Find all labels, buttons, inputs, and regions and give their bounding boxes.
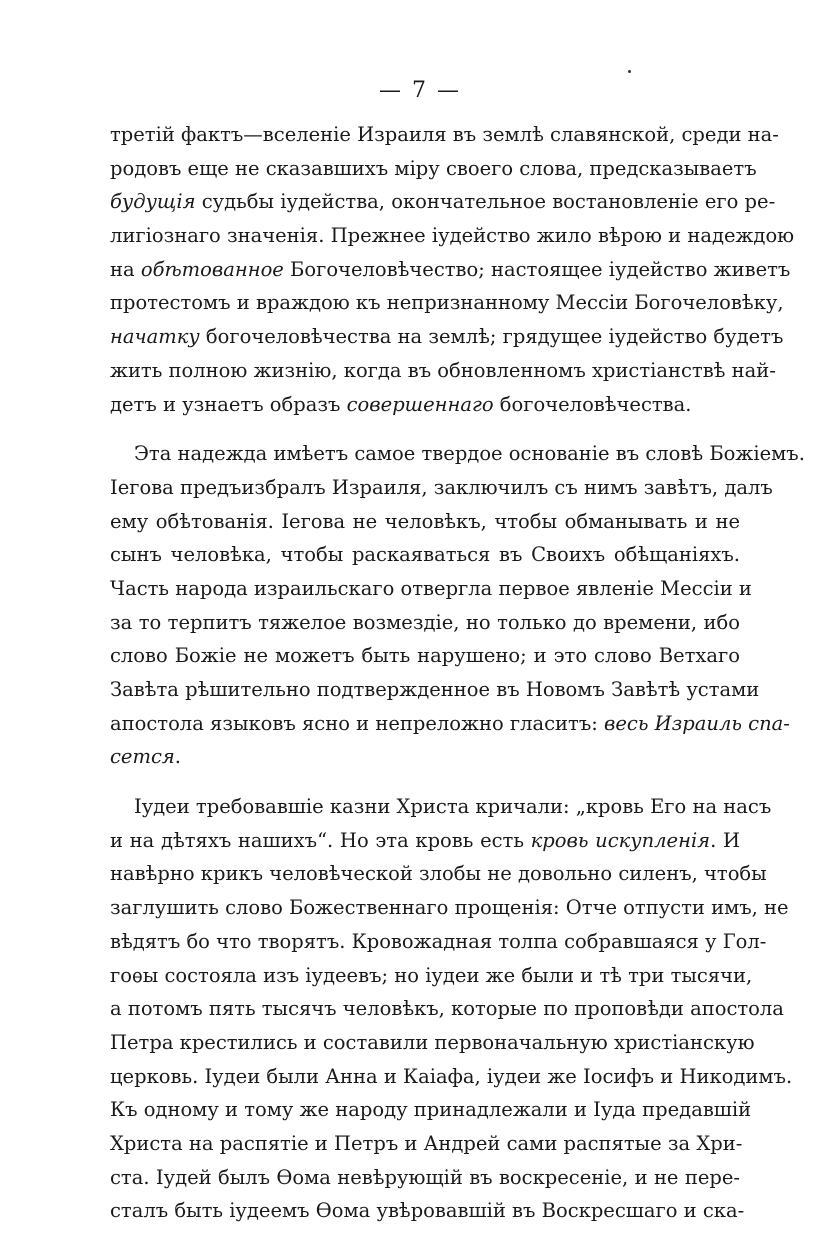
text-span: жить полною жизнію, когда въ обновленномъ христіанствѣ най- bbox=[110, 358, 776, 382]
text-span: Богочеловѣчество; настоящее іудейство живетъ bbox=[283, 257, 791, 281]
text-line bbox=[110, 505, 740, 539]
italic-span: совершеннаго bbox=[346, 392, 494, 416]
text-line bbox=[110, 152, 757, 186]
text-span: ему обѣтованія. Іегова не человѣкъ, чтобы обманывать и не bbox=[110, 509, 740, 533]
paragraph bbox=[110, 437, 805, 774]
italic-span: будущія bbox=[110, 190, 196, 214]
text-line bbox=[110, 538, 740, 572]
text-line bbox=[110, 673, 760, 707]
text-line bbox=[110, 437, 805, 471]
text-line bbox=[110, 857, 767, 891]
text-span: . И bbox=[710, 828, 740, 852]
italic-span: сется bbox=[110, 745, 175, 769]
text-line bbox=[110, 471, 773, 505]
text-span: Часть народа израильскаго отвергла первое явленіе Мессіи и bbox=[110, 576, 752, 600]
text-line bbox=[110, 118, 779, 152]
paragraph bbox=[110, 118, 795, 421]
text-line bbox=[110, 253, 791, 287]
text-line bbox=[110, 1194, 745, 1228]
text-line bbox=[110, 1026, 755, 1060]
text-line bbox=[110, 320, 784, 354]
text-span: навѣрно крикъ человѣческой злобы не довольно силенъ, чтобы bbox=[110, 862, 767, 886]
italic-span: кровь искупленія bbox=[530, 828, 711, 852]
text-span: слово Божіе не можетъ быть нарушено; и это слово Ветхаго bbox=[110, 644, 740, 668]
italic-span: начатку bbox=[110, 325, 200, 349]
text-span: Христа на распятіе и Петръ и Андрей сами распятые за Хри- bbox=[110, 1131, 743, 1155]
text-line bbox=[110, 925, 767, 959]
text-span: за то терпитъ тяжелое возмездіе, но только до времени, ибо bbox=[110, 610, 740, 634]
text-line bbox=[110, 354, 776, 388]
text-span: и на дѣтяхъ нашихъ“. Но эта кровь есть bbox=[110, 828, 531, 852]
text-line bbox=[110, 572, 752, 606]
text-span: гоѳы состояла изъ іудеевъ; но іудеи же были и тѣ три тысячи, bbox=[110, 963, 753, 987]
ink-speck bbox=[628, 70, 631, 73]
text-span: Къ одному и тому же народу принадлежали и Іуда предавшій bbox=[110, 1098, 752, 1122]
text-line bbox=[110, 1093, 752, 1127]
text-line bbox=[110, 1161, 740, 1195]
text-span: Іегова предъизбралъ Израиля, заключилъ съ нимъ завѣтъ, далъ bbox=[110, 475, 773, 499]
text-span: Эта надежда имѣетъ самое твердое основаніе въ словѣ Божіемъ. bbox=[134, 442, 805, 466]
text-span: церковь. Іудеи были Анна и Каіафа, іудеи же Іосифъ и Никодимъ. bbox=[110, 1064, 793, 1088]
body-text bbox=[110, 118, 805, 1244]
text-line bbox=[110, 286, 784, 320]
text-line bbox=[110, 388, 740, 422]
italic-span: весь Израиль спа- bbox=[604, 711, 790, 735]
text-line bbox=[110, 185, 776, 219]
text-line bbox=[110, 824, 740, 858]
text-span: Іудеи требовавшіе казни Христа кричали: „кровь Его на насъ bbox=[134, 795, 772, 819]
text-span: родовъ еще не сказавшихъ міру своего слова, предсказываетъ bbox=[110, 156, 757, 180]
text-span: Петра крестились и составили первоначальную христіанскую bbox=[110, 1030, 755, 1054]
text-span: протестомъ и враждою къ непризнанному Мессіи Богочеловѣку, bbox=[110, 291, 784, 315]
text-line bbox=[110, 740, 740, 774]
text-span: вѣдятъ бо что творятъ. Кровожадная толпа собравшаяся у Гол- bbox=[110, 929, 767, 953]
text-span: . bbox=[174, 745, 181, 769]
text-line bbox=[110, 707, 790, 741]
text-span: на bbox=[110, 257, 141, 281]
page-number: — 7 — bbox=[379, 78, 461, 103]
text-span: сталъ быть іудеемъ Ѳома увѣровавшій въ Воскресшаго и ска- bbox=[110, 1199, 745, 1223]
text-span: а потомъ пять тысячъ человѣкъ, которые по проповѣди апостола bbox=[110, 997, 784, 1021]
text-span: апостола языковъ ясно и непреложно гласитъ: bbox=[110, 711, 605, 735]
text-line bbox=[110, 959, 753, 993]
italic-span: обѣтованное bbox=[140, 257, 284, 281]
text-line bbox=[110, 606, 740, 640]
text-line bbox=[110, 790, 772, 824]
text-span: сынъ человѣка, чтобы раскаяваться въ Своихъ обѣщаніяхъ. bbox=[110, 543, 740, 567]
text-span: третій фактъ—вселеніе Израиля въ землѣ славянской, среди на- bbox=[110, 123, 779, 146]
text-line bbox=[110, 891, 789, 925]
text-line bbox=[110, 1060, 793, 1094]
paragraph bbox=[110, 790, 793, 1228]
text-span: заглушить слово Божественнаго прощенія: Отче отпусти имъ, не bbox=[110, 896, 789, 920]
text-span: детъ и узнаетъ образъ bbox=[110, 392, 347, 416]
text-line bbox=[110, 639, 740, 673]
text-line bbox=[110, 992, 784, 1026]
text-span: Завѣта рѣшительно подтвержденное въ Новомъ Завѣтѣ устами bbox=[110, 678, 760, 701]
text-span: богочеловѣчества. bbox=[493, 392, 692, 416]
text-span: богочеловѣчества на землѣ; грядущее іудейство будетъ bbox=[199, 325, 784, 349]
text-span: судьбы іудейства, окончательное востановленіе его ре- bbox=[195, 190, 776, 214]
text-span: лигіознаго значенія. Прежнее іудейство жило вѣрою и надеждою bbox=[110, 224, 795, 248]
text-line bbox=[110, 1127, 743, 1161]
text-span: ста. Іудей былъ Ѳома невѣрующій въ воскресеніе, и не пере- bbox=[110, 1165, 740, 1189]
text-line bbox=[110, 219, 795, 253]
